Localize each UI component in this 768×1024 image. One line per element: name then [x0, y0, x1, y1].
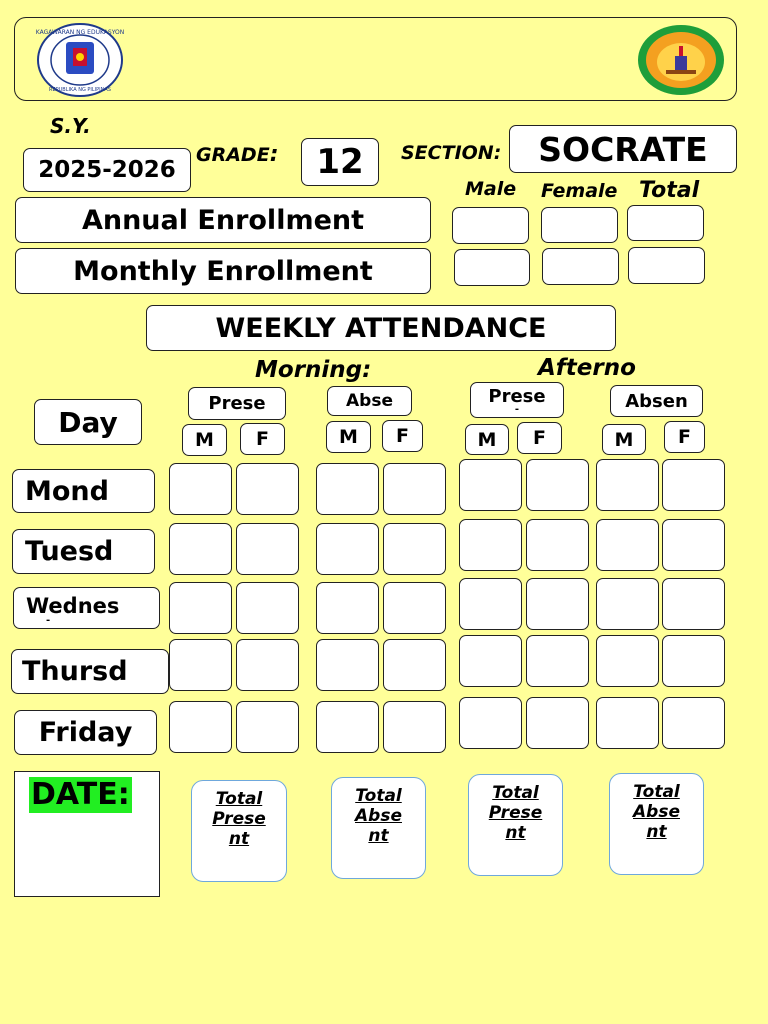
sy-value: 2025-2026: [23, 148, 191, 192]
date-label: DATE:: [31, 777, 130, 812]
cell-wednesday-present-am-female[interactable]: [236, 582, 299, 634]
cell-friday-present-pm-male[interactable]: [459, 697, 522, 749]
grade-label: GRADE:: [196, 142, 279, 167]
cell-thursday-absent-am-male[interactable]: [316, 639, 379, 691]
cell-friday-absent-pm-male[interactable]: [596, 697, 659, 749]
present-am-header: Prese: [188, 387, 286, 420]
present-pm-header: Prese -: [470, 382, 564, 418]
cell-tuesday-present-am-female[interactable]: [236, 523, 299, 575]
female-column-label: Female: [541, 180, 618, 202]
cell-thursday-absent-pm-female[interactable]: [662, 635, 725, 687]
grade-value: 12: [301, 138, 379, 186]
cell-monday-present-am-female[interactable]: [236, 463, 299, 515]
cell-monday-absent-am-female[interactable]: [383, 463, 446, 515]
sy-label: S.Y.: [50, 114, 91, 138]
total-column-label: Total: [639, 178, 700, 203]
total-present-pm-box: Total Prese nt: [468, 774, 563, 876]
cell-wednesday-present-am-male[interactable]: [169, 582, 232, 634]
section-value: SOCRATE: [509, 125, 737, 173]
day-thursday-label: Thursd: [11, 649, 169, 694]
present-am-male-header: M: [182, 424, 227, 456]
cell-friday-present-am-female[interactable]: [236, 701, 299, 753]
cell-monday-absent-pm-female[interactable]: [662, 459, 725, 511]
cell-wednesday-absent-am-female[interactable]: [383, 582, 446, 634]
cell-tuesday-absent-am-female[interactable]: [383, 523, 446, 575]
male-column-label: Male: [465, 178, 517, 200]
day-monday-label: Mond: [12, 469, 155, 513]
annual-total-cell[interactable]: [627, 205, 704, 241]
cell-friday-absent-am-male[interactable]: [316, 701, 379, 753]
present-pm-female-header: F: [517, 422, 562, 454]
present-pm-male-header: M: [465, 424, 509, 455]
monthly-total-cell[interactable]: [628, 247, 705, 284]
deped-seal-icon: [36, 22, 124, 98]
day-wednesday-text: Wednes: [26, 594, 120, 618]
cell-thursday-present-pm-male[interactable]: [459, 635, 522, 687]
absent-am-header: Abse: [327, 386, 412, 416]
annual-enrollment-label: Annual Enrollment: [15, 197, 431, 243]
section-label: SECTION:: [401, 142, 502, 164]
absent-pm-header: Absen: [610, 385, 703, 417]
cell-thursday-absent-am-female[interactable]: [383, 639, 446, 691]
cell-monday-present-pm-male[interactable]: [459, 459, 522, 511]
cell-monday-present-pm-female[interactable]: [526, 459, 589, 511]
total-absent-pm-box: Total Abse nt: [609, 773, 704, 875]
day-friday-label: Friday: [14, 710, 157, 755]
cell-thursday-absent-pm-male[interactable]: [596, 635, 659, 687]
annual-male-cell[interactable]: [452, 207, 529, 244]
absent-pm-female-header: F: [664, 421, 705, 453]
absent-am-female-header: F: [382, 420, 423, 452]
total-present-am-box: Total Prese nt: [191, 780, 287, 882]
afternoon-label: Afterno: [538, 355, 636, 381]
cell-monday-present-am-male[interactable]: [169, 463, 232, 515]
cell-friday-present-am-male[interactable]: [169, 701, 232, 753]
cell-wednesday-absent-pm-male[interactable]: [596, 578, 659, 630]
annual-female-cell[interactable]: [541, 207, 618, 243]
cell-friday-absent-pm-female[interactable]: [662, 697, 725, 749]
cell-monday-absent-am-male[interactable]: [316, 463, 379, 515]
cell-tuesday-present-pm-female[interactable]: [526, 519, 589, 571]
present-am-female-header: F: [240, 423, 285, 455]
weekly-attendance-title: WEEKLY ATTENDANCE: [146, 305, 616, 351]
cell-monday-absent-pm-male[interactable]: [596, 459, 659, 511]
cell-wednesday-present-pm-male[interactable]: [459, 578, 522, 630]
svg-text:REPUBLIKA NG PILIPINAS: REPUBLIKA NG PILIPINAS: [49, 87, 111, 93]
cell-friday-present-pm-female[interactable]: [526, 697, 589, 749]
cell-tuesday-present-pm-male[interactable]: [459, 519, 522, 571]
absent-am-male-header: M: [326, 421, 371, 453]
total-absent-am-box: Total Abse nt: [331, 777, 426, 879]
cell-wednesday-present-pm-female[interactable]: [526, 578, 589, 630]
cell-tuesday-absent-pm-male[interactable]: [596, 519, 659, 571]
absent-pm-male-header: M: [602, 424, 646, 455]
monthly-male-cell[interactable]: [454, 249, 530, 286]
present-pm-header-text: Prese: [488, 386, 546, 407]
cell-thursday-present-am-female[interactable]: [236, 639, 299, 691]
cell-tuesday-absent-am-male[interactable]: [316, 523, 379, 575]
cell-thursday-present-pm-female[interactable]: [526, 635, 589, 687]
cell-friday-absent-am-female[interactable]: [383, 701, 446, 753]
svg-text:KAGAWARAN NG EDUKASYON: KAGAWARAN NG EDUKASYON: [36, 29, 124, 36]
day-tuesday-label: Tuesd: [12, 529, 155, 574]
cell-wednesday-absent-pm-female[interactable]: [662, 578, 725, 630]
monthly-female-cell[interactable]: [542, 248, 619, 285]
cell-tuesday-present-am-male[interactable]: [169, 523, 232, 575]
cell-tuesday-absent-pm-female[interactable]: [662, 519, 725, 571]
cell-thursday-present-am-male[interactable]: [169, 639, 232, 691]
monthly-enrollment-label: Monthly Enrollment: [15, 248, 431, 294]
morning-label: Morning:: [255, 357, 372, 383]
cell-wednesday-absent-am-male[interactable]: [316, 582, 379, 634]
day-header: Day: [34, 399, 142, 445]
school-logo-icon: [636, 24, 726, 96]
day-wednesday-label: Wednes -: [13, 587, 160, 629]
